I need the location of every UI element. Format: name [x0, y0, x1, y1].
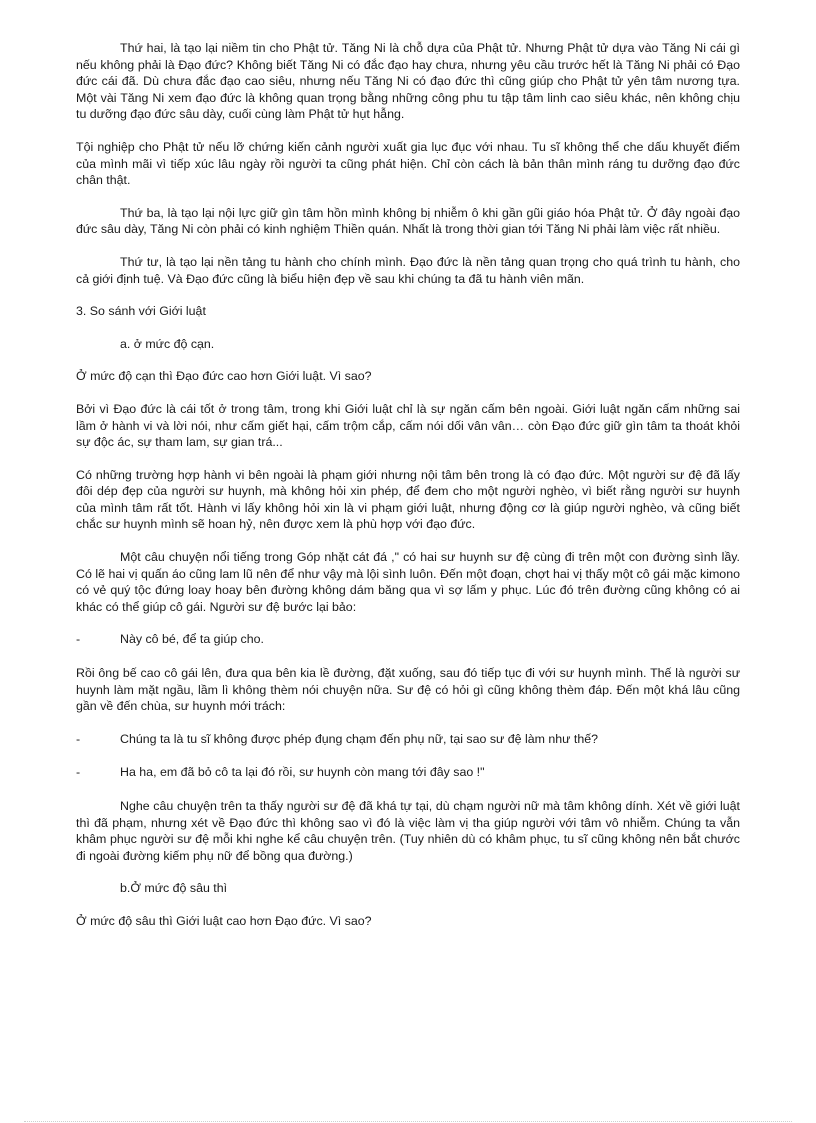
dash-mark: -: [76, 731, 81, 746]
dialogue-line-1: [76, 631, 740, 648]
paragraph-muc-do-sau: Ở mức độ sâu thì Giới luật cao hơn Đạo đức. Vì sao?: [76, 913, 372, 928]
subheading-b: b.Ở mức độ sâu thì: [120, 881, 228, 896]
dialogue-line-2: [76, 731, 740, 748]
dialogue-text: Chúng ta là tu sĩ không được phép đụng chạm đến phụ nữ, tại sao sư đệ làm như thế?: [120, 731, 599, 746]
page-bottom-divider: [24, 1121, 792, 1122]
paragraph-boi-vi: Bởi vì Đạo đức là cái tốt ở trong tâm, trong khi Giới luật chỉ là sự ngăn cấm bên ngoài. Giới luật ngăn cấm những sai lầm ở hành vi và lời nói, như cấm giết hại, cấm trộm cắp, cấm nói dối vân vân… còn Đạo đức giữ gìn tâm ta thoát khỏi sự độc ác, sự tham lam, sự gian trá...: [76, 401, 740, 450]
paragraph-mot-cau-chuyen: Một câu chuyện nổi tiếng trong Góp nhặt cát đá ," có hai sư huynh sư đệ cùng đi trên một con đường sình lầy. Có lẽ hai vị quấn áo cũng lam lũ nên để như vậy mà lội sình luôn. Đến một đoạn, chợt hai vị thấy một cô gái mặc kimono có vẻ quý tộc đứng loay hoay bên đường không dám băng qua vì sợ lấm y phục. Lúc đó trên đường cũng không có ai khác có thể giúp cô gái. Người sư đệ bước lại bảo:: [76, 550, 740, 614]
section-heading-3: 3. So sánh với Giới luật: [76, 304, 206, 319]
paragraph-thu-ba: Thứ ba, là tạo lại nội lực giữ gìn tâm hồn mình không bị nhiễm ô khi gần gũi giáo hóa Phật tử. Ở đây ngoài đạo đức sâu dày, Tăng Ni còn phải có kinh nghiệm Thiền quán. Nhất là trong thời gian tới Tăng Ni phải làm việc rất nhiều.: [76, 205, 740, 237]
paragraph-co-nhung-truong-hop: Có những trường hợp hành vi bên ngoài là phạm giới nhưng nội tâm bên trong là có đạo đức. Một người sư đệ đã lấy đôi dép đẹp của người sư huynh, mà không hỏi xin phép, để đem cho một người nghèo, vì biết rằng người sư huynh của mình tâm rất tốt. Hành vi lấy không hỏi xin là vi phạm giới luật, nhưng động cơ là giúp người nghèo, và cũng biết chắc sư huynh mình sẽ hoan hỷ, nên được xem là phù hợp với đạo đức.: [76, 467, 740, 532]
dash-mark: -: [76, 765, 81, 780]
dialogue-text: Ha ha, em đã bỏ cô ta lại đó rồi, sư huynh còn mang tới đây sao !": [120, 765, 485, 780]
paragraph-nghe-cau-chuyen: Nghe câu chuyện trên ta thấy người sư đệ đã khá tự tại, dù chạm người nữ mà tâm không dính. Xét về giới luật thì đã phạm, nhưng xét về Đạo đức thì không sao vì đó là việc làm vị tha giúp người với tâm vô nhiễm. Chúng ta vẫn khâm phục người sư đệ mỗi khi nghe kể câu chuyện trên. (Tuy nhiên dù có khâm phục, tu sĩ cũng không nên bắt chước đi ngoài đường kiếm phụ nữ để bồng qua đường.): [76, 799, 740, 863]
document-page: [76, 40, 740, 946]
dialogue-text: Này cô bé, để ta giúp cho.: [120, 632, 264, 647]
paragraph-roi-ong-be: Rồi ông bế cao cô gái lên, đưa qua bên kia lề đường, đặt xuống, sau đó tiếp tục đi với sư huynh mình. Thế là người sư huynh làm mặt ngầu, lầm lì không thèm nói chuyện nữa. Sư đệ có hỏi gì cũng không thèm đáp. Đến một khá lâu cũng gần về đến chùa, sư huynh mới trách:: [76, 666, 740, 714]
paragraph-muc-do-can: Ở mức độ cạn thì Đạo đức cao hơn Giới luật. Vì sao?: [76, 369, 372, 384]
paragraph-thu-hai: Thứ hai, là tạo lại niềm tin cho Phật tử. Tăng Ni là chỗ dựa của Phật tử. Nhưng Phật tử dựa vào Tăng Ni cái gì nếu không phải là Đạo đức? Không biết Tăng Ni có đắc đạo hay chưa, nhưng yêu cầu trước hết là Tăng Ni phải có Đạo đức cái đã. Dù chưa đắc đạo cao siêu, nhưng nếu Tăng Ni có đạo đức thì cũng giúp cho Phật tử yên tâm nương tựa. Một vài Tăng Ni xem đạo đức là không quan trọng bằng những công phu tu tập tâm linh cao siêu khác, nên không chịu tu dưỡng đạo đức sâu dày, cuối cùng làm Phật tử hụt hẫng.: [76, 41, 740, 122]
dash-mark: -: [76, 632, 81, 647]
paragraph-thu-tu: Thứ tư, là tạo lại nền tảng tu hành cho chính mình. Đạo đức là nền tảng quan trọng cho quá trình tu hành, cho cả giới định tuệ. Và Đạo đức cũng là biểu hiện đẹp về sau khi chúng ta đã tu hành viên mãn.: [76, 254, 740, 286]
dialogue-line-3: [76, 764, 740, 781]
paragraph-toi-nghiep: Tội nghiệp cho Phật tử nếu lỡ chứng kiến cảnh người xuất gia lục đục với nhau. Tu sĩ không thể che dấu khuyết điểm của mình mãi vì tiếp xúc lâu ngày rồi người ta cũng phát hiện. Chỉ còn cách là bản thân mình ráng tu dưỡng đạo đức chân thật.: [76, 139, 740, 188]
subheading-a: a. ở mức độ cạn.: [120, 336, 215, 351]
